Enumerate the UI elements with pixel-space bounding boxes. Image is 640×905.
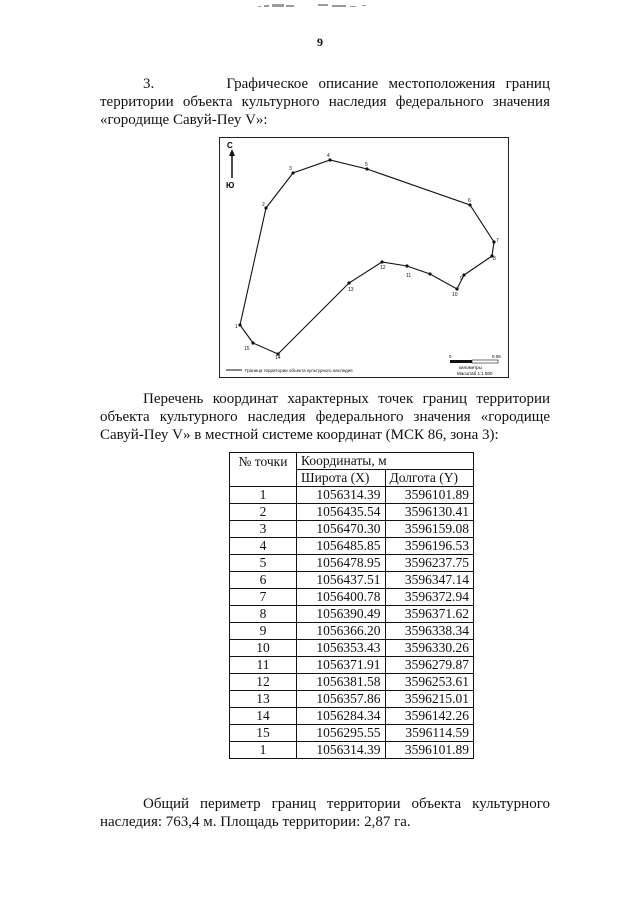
point-number: 5 (230, 555, 297, 572)
table-row (230, 521, 474, 538)
point-number: 15 (230, 725, 297, 742)
latitude-value: 1056435.54 (297, 504, 386, 521)
longitude-value: 3596196.53 (385, 538, 474, 555)
coordinates-table (229, 452, 474, 759)
table-row (230, 657, 474, 674)
latitude-value: 1056366.20 (297, 623, 386, 640)
point-label-3: 3 (289, 166, 292, 172)
point-label-10: 10 (452, 292, 458, 298)
table-row (230, 742, 474, 759)
table-row (230, 691, 474, 708)
table-row (230, 725, 474, 742)
legend-label: Граница территории объекта культурного наследия (245, 368, 353, 373)
perimeter-area-summary: Общий периметр границ территории объекта культурного наследия: 763,4 м. Площадь территории: 2,87 га. (100, 796, 550, 830)
longitude-value: 3596279.87 (385, 657, 474, 674)
latitude-value: 1056381.58 (297, 674, 386, 691)
boundary-polygon (240, 160, 494, 354)
latitude-value: 1056437.51 (297, 572, 386, 589)
scale-end: 0.06 (492, 354, 501, 359)
table-row (230, 487, 474, 504)
longitude-value: 3596338.34 (385, 623, 474, 640)
latitude-value: 1056470.30 (297, 521, 386, 538)
longitude-value: 3596237.75 (385, 555, 474, 572)
point-number: 13 (230, 691, 297, 708)
scale-ratio: Масштаб 1:1 500 (457, 371, 493, 376)
latitude-value: 1056357.86 (297, 691, 386, 708)
longitude-value: 3596215.01 (385, 691, 474, 708)
point-label-2: 2 (262, 202, 265, 208)
boundary-map (219, 137, 509, 378)
point-label-12: 12 (380, 265, 386, 271)
point-label-11: 11 (406, 273, 412, 279)
longitude-value: 3596114.59 (385, 725, 474, 742)
column-header-latitude: Широта (X) (297, 470, 386, 487)
longitude-value: 3596130.41 (385, 504, 474, 521)
point-number: 1 (230, 742, 297, 759)
point-number: 9 (230, 623, 297, 640)
point-number: 8 (230, 606, 297, 623)
point-label-13: 13 (348, 287, 354, 293)
point-label-4: 4 (327, 153, 330, 159)
north-label: С (227, 141, 233, 150)
latitude-value: 1056295.55 (297, 725, 386, 742)
point-number: 6 (230, 572, 297, 589)
point-label-5: 5 (365, 162, 368, 168)
latitude-value: 1056314.39 (297, 742, 386, 759)
table-row (230, 674, 474, 691)
table-row (230, 555, 474, 572)
column-header-coordinates: Координаты, м (297, 453, 474, 470)
latitude-value: 1056390.49 (297, 606, 386, 623)
longitude-value: 3596330.26 (385, 640, 474, 657)
point-label-14: 14 (275, 355, 281, 361)
longitude-value: 3596372.94 (385, 589, 474, 606)
table-row (230, 572, 474, 589)
latitude-value: 1056353.43 (297, 640, 386, 657)
longitude-value: 3596101.89 (385, 742, 474, 759)
point-number: 1 (230, 487, 297, 504)
section-heading: 3. Графическое описание местоположения границ территории объекта культурного наследия федерального значения «городище Савуй-Пеу V»: (100, 76, 550, 128)
point-label-1: 1 (235, 324, 238, 330)
longitude-value: 3596253.61 (385, 674, 474, 691)
page-number: 9 (317, 35, 323, 49)
longitude-value: 3596101.89 (385, 487, 474, 504)
table-row (230, 640, 474, 657)
point-label-6: 6 (468, 198, 471, 204)
table-row (230, 504, 474, 521)
scale-start: 0 (449, 354, 452, 359)
latitude-value: 1056371.91 (297, 657, 386, 674)
table-row (230, 589, 474, 606)
point-number: 12 (230, 674, 297, 691)
point-number: 4 (230, 538, 297, 555)
longitude-value: 3596159.08 (385, 521, 474, 538)
latitude-value: 1056485.85 (297, 538, 386, 555)
longitude-value: 3596371.62 (385, 606, 474, 623)
point-label-9: 9 (460, 276, 463, 282)
latitude-value: 1056400.78 (297, 589, 386, 606)
point-number: 3 (230, 521, 297, 538)
south-label: Ю (226, 181, 235, 190)
north-arrow-icon (229, 149, 235, 178)
table-row (230, 623, 474, 640)
point-label-7: 7 (496, 238, 499, 244)
point-number: 14 (230, 708, 297, 725)
table-row (230, 708, 474, 725)
table-row (230, 538, 474, 555)
scan-artifact (258, 2, 388, 10)
latitude-value: 1056284.34 (297, 708, 386, 725)
point-number: 7 (230, 589, 297, 606)
table-row (230, 606, 474, 623)
point-label-15: 15 (244, 346, 250, 352)
coordinates-intro: Перечень координат характерных точек границ территории объекта культурного наследия федерального значения «городище Савуй-Пеу V» в местной системе координат (МСК 86, зона 3): (100, 391, 550, 443)
point-number: 10 (230, 640, 297, 657)
longitude-value: 3596347.14 (385, 572, 474, 589)
point-number: 11 (230, 657, 297, 674)
longitude-value: 3596142.26 (385, 708, 474, 725)
scale-bar (449, 354, 501, 376)
column-header-longitude: Долгота (Y) (385, 470, 474, 487)
point-label-8: 8 (493, 256, 496, 262)
scale-unit: километры (459, 365, 482, 370)
latitude-value: 1056314.39 (297, 487, 386, 504)
column-header-point-number: № точки (230, 453, 297, 487)
point-number: 2 (230, 504, 297, 521)
latitude-value: 1056478.95 (297, 555, 386, 572)
map-legend (226, 368, 353, 373)
